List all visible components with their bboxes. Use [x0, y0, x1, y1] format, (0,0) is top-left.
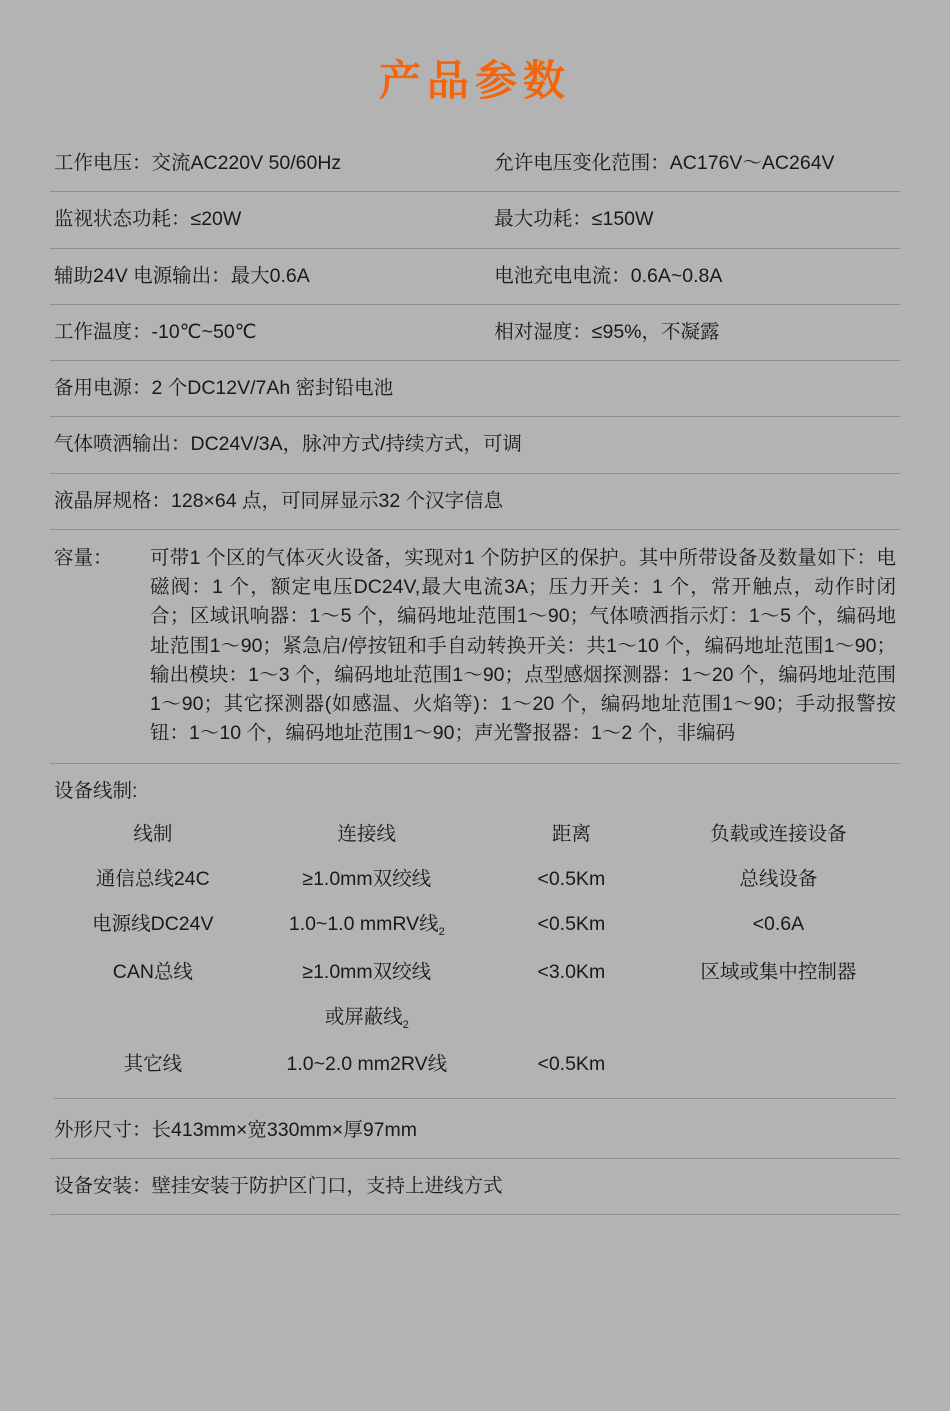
wiring-cell-distance: <0.5Km [537, 1053, 606, 1076]
spec-cell-temperature: 工作温度：-10℃~50℃ [50, 304, 490, 360]
wiring-header-type: 线制 [133, 822, 173, 845]
spec-cell-humidity: 相对湿度：≤95%，不凝露 [490, 304, 900, 360]
wiring-cell-type [54, 995, 252, 1042]
table-row [54, 995, 896, 1042]
table-row [50, 304, 900, 360]
table-row [50, 361, 900, 417]
table-row [54, 1042, 896, 1087]
spec-cell-aux-output: 辅助24V 电源输出：最大0.6A [50, 248, 490, 304]
table-row [50, 1158, 900, 1214]
wiring-cell-type: CAN总线 [112, 960, 193, 983]
wiring-cell-load [661, 1042, 896, 1087]
capacity-text: 可带1 个区的气体灭火设备，实现对1 个防护区的保护。其中所带设备及数量如下：电磁阀：1 个，额定电压DC24V,最大电流3A；压力开关：1 个，常开触点，动作时闭合；区域讯响器：1～5 个，编码地址范围1～90；气体喷洒指示灯：1～5 个，编码地址范围1～90；紧急启/停按钮和手自动转换开关：共1～10 个，编码地址范围1～90；输出模块：1～3 个，编码地址范围1～90；点型感烟探测器：1～20 个，编码地址范围1～90；其它探测器(如感温、火焰等)：1～20 个，编码地址范围1～90；手动报警按钮：1～10 个，编码地址范围1～90；声光警报器：1～2 个，非编码 [150, 546, 896, 745]
wiring-cell-cable-text: 1.0~1.0 mmRV线 [288, 913, 439, 936]
table-row [50, 248, 900, 304]
table-row [54, 902, 896, 949]
table-row [54, 857, 896, 902]
capacity-label: 容量： [54, 546, 113, 569]
spec-cell-standby-power: 监视状态功耗：≤20W [50, 192, 490, 248]
spec-cell-dimensions: 外形尺寸：长413mm×宽330mm×厚97mm [50, 1103, 900, 1159]
table-row [54, 950, 896, 995]
wiring-cell-cable: 1.0~2.0 mm2RV线 [286, 1053, 448, 1076]
wiring-cell-load: <0.6A [752, 913, 805, 936]
wiring-table [54, 812, 896, 1088]
wiring-header-cable: 连接线 [337, 822, 397, 845]
capacity-row [50, 529, 900, 763]
wiring-cell-cable: ≥1.0mm双绞线 [302, 960, 432, 983]
wiring-cell [50, 763, 900, 1103]
spec-table [50, 136, 900, 1215]
wiring-cell-distance: <3.0Km [537, 960, 606, 983]
page-title: 产品参数 [378, 57, 571, 104]
table-row [50, 1103, 900, 1159]
wiring-row [50, 763, 900, 1103]
spec-cell-max-power: 最大功耗：≤150W [490, 192, 900, 248]
wiring-cell-distance: <0.5Km [537, 913, 606, 936]
table-header-row [54, 812, 896, 857]
wiring-header-load: 负载或连接设备 [710, 822, 847, 845]
wiring-cell-cable-sub: 2 [402, 1018, 409, 1031]
wiring-cell-cable [252, 995, 482, 1042]
spec-cell-charge-current: 电池充电电流：0.6A~0.8A [490, 248, 900, 304]
spec-cell-installation: 设备安装：壁挂安装于防护区门口，支持上进线方式 [50, 1158, 900, 1214]
wiring-cell-distance: <0.5Km [537, 868, 606, 891]
wiring-cell-cable-sub: 2 [438, 926, 445, 939]
spec-cell-voltage: 工作电压：交流AC220V 50/60Hz [50, 136, 490, 192]
wiring-cell-load: 总线设备 [739, 868, 818, 891]
spec-cell-gas-output: 气体喷洒输出：DC24V/3A，脉冲方式/持续方式，可调 [50, 417, 900, 473]
wiring-label: 设备线制: [54, 779, 138, 802]
table-row [50, 417, 900, 473]
wiring-cell-cable [252, 902, 482, 949]
wiring-cell-cable: ≥1.0mm双绞线 [302, 868, 432, 891]
wiring-cell-load: 区域或集中控制器 [700, 960, 857, 983]
table-row [50, 473, 900, 529]
capacity-cell [50, 529, 900, 763]
wiring-cell-distance [482, 995, 661, 1042]
wiring-cell-cable-text: 或屏蔽线 [324, 1005, 403, 1028]
wiring-header-distance: 距离 [551, 822, 591, 845]
spec-cell-lcd: 液晶屏规格：128×64 点，可同屏显示32 个汉字信息 [50, 473, 900, 529]
wiring-cell-type: 电源线DC24V [92, 913, 214, 936]
wiring-cell-type: 其它线 [123, 1053, 183, 1076]
wiring-cell-type: 通信总线24C [95, 868, 210, 891]
wiring-cell-load [661, 995, 896, 1042]
spec-cell-voltage-range: 允许电压变化范围：AC176V～AC264V [490, 136, 900, 192]
spec-cell-backup-power: 备用电源：2 个DC12V/7Ah 密封铅电池 [50, 361, 900, 417]
table-row [50, 192, 900, 248]
table-row [50, 136, 900, 192]
